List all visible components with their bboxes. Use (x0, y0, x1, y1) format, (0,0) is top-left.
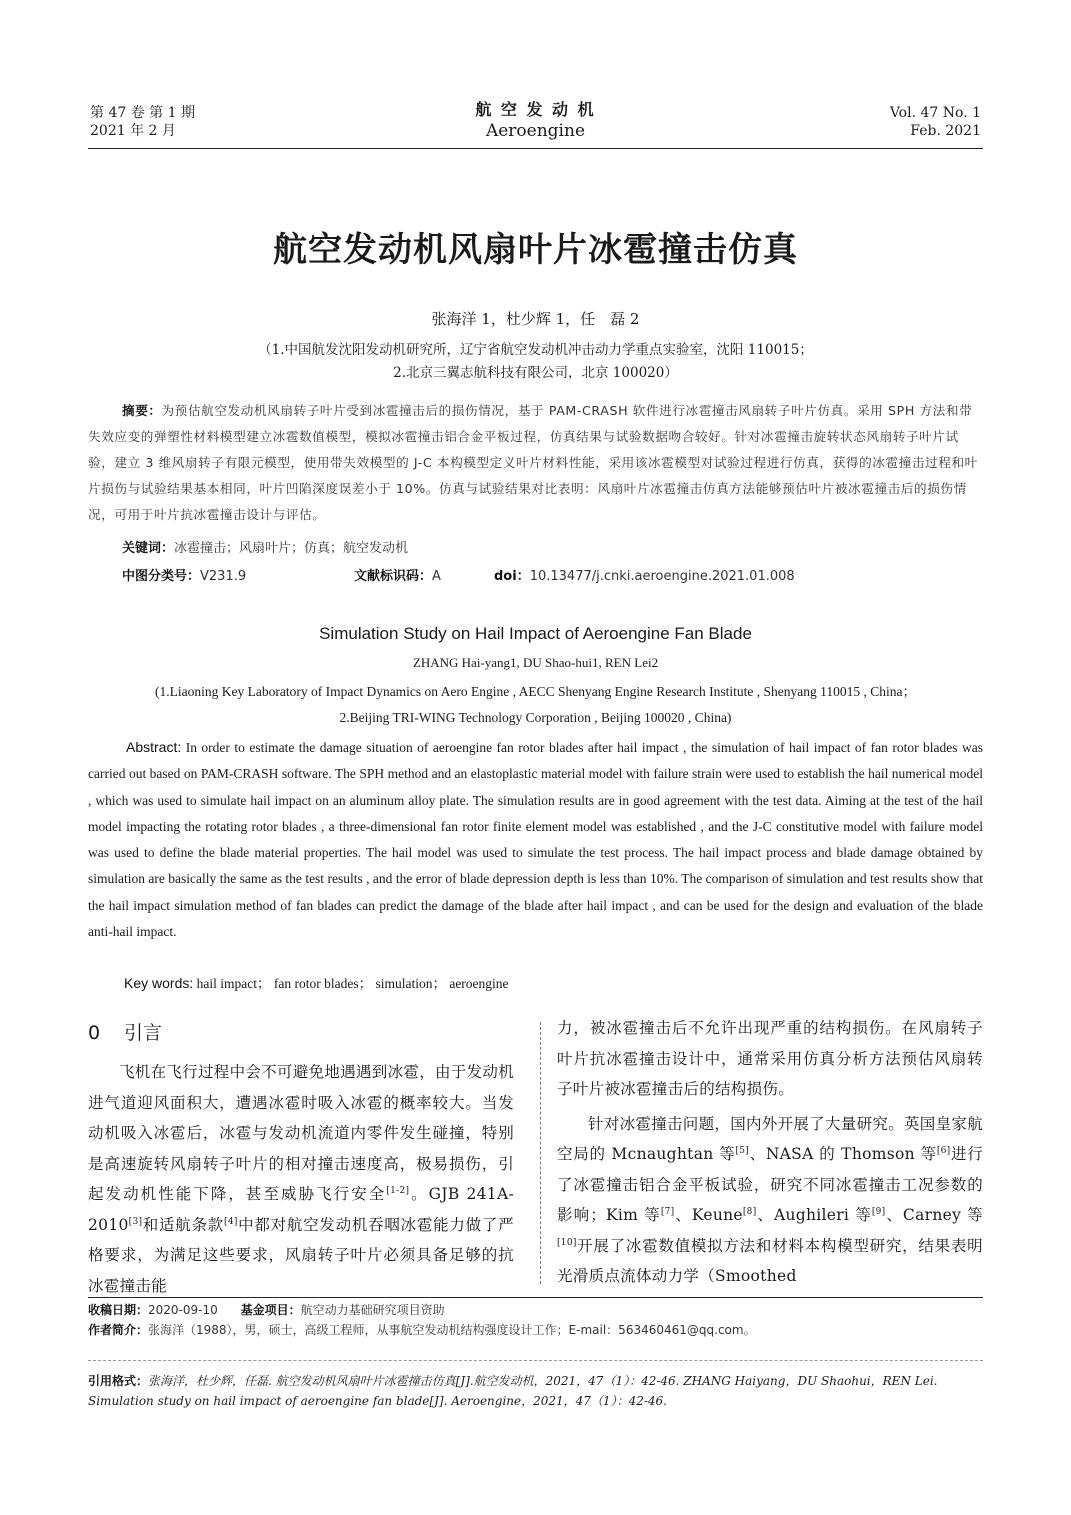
paragraph: 力，被冰雹撞击后不允许出现严重的结构损伤。在风扇转子叶片抗冰雹撞击设计中，通常采用仿真分析方法预估风扇转子叶片被冰雹撞击后的结构损伤。 (557, 1019, 983, 1098)
citation-ref: [3] (128, 1216, 143, 1227)
citation-ref: [5] (735, 1145, 750, 1156)
citation-ref: [8] (742, 1206, 757, 1217)
text-run: 、NASA 的 Thomson 等 (749, 1145, 937, 1163)
fund-label: 基金项目： (240, 1303, 301, 1317)
text-run: 中都对航空发动机吞咽冰雹能力做了严格要求，为满足这些要求，风扇转子叶片必须具备足够的抗冰雹撞击能 (88, 1215, 514, 1295)
abstract-en-text: In order to estimate the damage situation of aeroengine fan rotor blades after hail impact , the simulation of hail impact of fan rotor blades was carried out based on PAM-CRASH software. The SPH method and an elastoplastic material model with failure strain were used to establish the hail numerical model , which was used to simulate hail impact on an aluminum alloy plate. The simulation results are in good agreement with the test data. Aiming at the test of the hail model impacting the rotating rotor blades , a three-dimensional fan rotor finite element model was established , and the J-C constitutive model with failure model was used to define the blade material properties. The hail model was used to simulate the test process. The hail impact process and blade damage obtained by simulation are basically the same as the test results , and the error of blade depression depth is less than 10%. The comparison of simulation and test results show that the hail impact simulation method of fan blades can predict the damage of the blade after hail impact , and can be used for the design and evaluation of the blade anti-hail impact. (88, 740, 983, 940)
authors-en: ZHANG Hai-yang1, DU Shao-hui1, REN Lei2 (412, 655, 659, 670)
clc-number (122, 565, 246, 584)
keywords-cn-text: 冰雹撞击；风扇叶片；仿真；航空发动机 (174, 541, 409, 556)
fund-text: 航空动力基础研究项目资助 (300, 1303, 445, 1317)
citation-rule (88, 1360, 983, 1361)
keywords-cn-label: 关键词： (122, 541, 175, 556)
citation-ref: [7] (660, 1206, 675, 1217)
journal-name-cn: 航 空 发 动 机 (475, 100, 596, 119)
doi-value: 10.13477/j.cnki.aeroengine.2021.01.008 (529, 569, 795, 584)
body-column-left (88, 1057, 514, 1301)
authors-cn: 张海洋 1，杜少辉 1，任 磊 2 (431, 310, 640, 328)
citation-label: 引用格式： (88, 1374, 149, 1388)
paragraph (557, 1109, 983, 1292)
volume-cn: 第 47 卷 第 1 期 (90, 105, 195, 121)
journal-name-en: Aeroengine (485, 121, 586, 141)
abstract-cn-text: 为预估航空发动机风扇转子叶片受到冰雹撞击后的损伤情况，基于 PAM-CRASH 软件进行冰雹撞击风扇转子叶片仿真。采用 SPH 方法和带失效应变的弹塑性材料模型建立冰雹数值模型，模拟冰雹撞击铝合金平板过程，仿真结果与试验数据吻合较好。针对冰雹撞击旋转状态风扇转子叶片试验，建立 3 维风扇转子有限元模型，使用带失效模型的 J-C 本构模型定义叶片材料性能，采用该冰雹模型对试验过程进行仿真，获得的冰雹撞击过程和叶片损伤与试验结果基本相同，叶片凹陷深度误差小于 10%。仿真与试验结果对比表明：风扇叶片冰雹撞击仿真方法能够预估叶片被冰雹撞击后的损伤情况，可用于叶片抗冰雹撞击设计与评估。 (88, 403, 978, 522)
citation-format (88, 1371, 983, 1411)
abstract-en (88, 734, 983, 945)
citation-ref: [1-2] (386, 1185, 410, 1196)
text-run: 、Aughileri 等 (756, 1206, 872, 1224)
text-run: 开展了冰雹数值模拟方法和材料本构模型研究，结果表明光滑质点流体动力学（Smoothed (557, 1236, 983, 1285)
received-label: 收稿日期： (88, 1303, 149, 1317)
doi-label: doi： (494, 569, 530, 584)
citation-ref: [4] (224, 1216, 238, 1227)
author-bio-text: 张海洋（1988），男，硕士，高级工程师，从事航空发动机结构强度设计工作；E-mail：563460461@qq.com。 (148, 1323, 756, 1337)
keywords-en-text: hail impact； fan rotor blades； simulation； aeroengine (196, 976, 509, 991)
footnote-dates (88, 1301, 983, 1320)
clc-label: 中图分类号： (122, 569, 201, 584)
abstract-cn (88, 398, 983, 528)
section-number: 0 (88, 1022, 101, 1044)
doc-label: 文献标识码： (354, 569, 433, 584)
header-right (890, 104, 981, 140)
header-rule (88, 148, 983, 149)
footnote-author (88, 1321, 983, 1340)
keywords-cn (122, 537, 408, 556)
section-title: 引言 (124, 1022, 163, 1044)
abstract-en-label: Abstract: (126, 739, 182, 755)
body-column-right (557, 1013, 983, 1292)
paragraph (88, 1057, 514, 1301)
footnote-rule (88, 1297, 983, 1298)
text-run: 、Carney 等 (885, 1206, 983, 1224)
paper-title-en: Simulation Study on Hail Impact of Aeroengine Fan Blade (319, 624, 752, 643)
doi (494, 565, 795, 584)
volume-en: Vol. 47 No. 1 (889, 105, 981, 121)
paper-title-cn: 航空发动机风扇叶片冰雹撞击仿真 (273, 230, 798, 270)
author-bio-label: 作者简介： (88, 1323, 149, 1337)
date-en: Feb. 2021 (910, 123, 981, 139)
text-run: 进行了冰雹撞击铝合金平板试验，研究不同冰雹撞击工况参数的影响；Kim 等 (557, 1145, 983, 1224)
keywords-en (124, 972, 509, 992)
affiliation-cn-1: （1.中国航发沈阳发动机研究所，辽宁省航空发动机冲击动力学重点实验室，沈阳 110015； (258, 342, 813, 358)
text-run: 和适航条款 (142, 1215, 225, 1234)
affiliation-cn-2: 2.北京三翼志航科技有限公司，北京 100020） (393, 365, 678, 381)
date-cn: 2021 年 2 月 (90, 123, 176, 139)
abstract-cn-label: 摘要： (122, 403, 162, 418)
section-heading (88, 1018, 162, 1045)
text-run: 针对冰雹撞击问题，国内外开展了大量研究。英国皇家航空局的 Mcnaughtan 等 (557, 1114, 984, 1163)
doc-code (354, 565, 441, 584)
doc-value: A (432, 569, 441, 584)
affiliation-en-1: (1.Liaoning Key Laboratory of Impact Dynamics on Aero Engine , AECC Shenyang Engine Research Institute , Shenyang 110015 , China； (155, 684, 916, 699)
text-run: 。GJB 241A-2010 (88, 1185, 514, 1234)
clc-value: V231.9 (200, 569, 247, 584)
column-divider (540, 1022, 541, 1284)
citation-ref: [6] (936, 1145, 951, 1156)
citation-ref: [10] (557, 1237, 577, 1248)
keywords-en-label: Key words: (124, 975, 194, 991)
affiliation-en-2: 2.Beijing TRI-WING Technology Corporation , Beijing 100020 , China) (339, 710, 732, 725)
text-run: 飞机在飞行过程中会不可避免地遇遇到冰雹，由于发动机进气道迎风面积大，遭遇冰雹时吸入冰雹的概率较大。当发动机吸入冰雹后，冰雹与发动机流道内零件发生碰撞，特别是高速旋转风扇转子叶片的相对撞击速度高，极易损伤，引起发动机性能下降，甚至威胁飞行安全 (88, 1063, 515, 1203)
citation-ref: [9] (871, 1206, 886, 1217)
received-date: 2020-09-10 (148, 1303, 218, 1317)
text-run: 、Keune (674, 1206, 743, 1224)
citation-text: 张海洋，杜少辉，任磊. 航空发动机风扇叶片冰雹撞击仿真[J].航空发动机，2021，47（1）：42-46. ZHANG Haiyang，DU Shaohui，REN Lei. Simulation study on hail impact of aeroengine fan blade[J]. Aeroengine，2021，47（1）：42-46. (88, 1374, 938, 1408)
